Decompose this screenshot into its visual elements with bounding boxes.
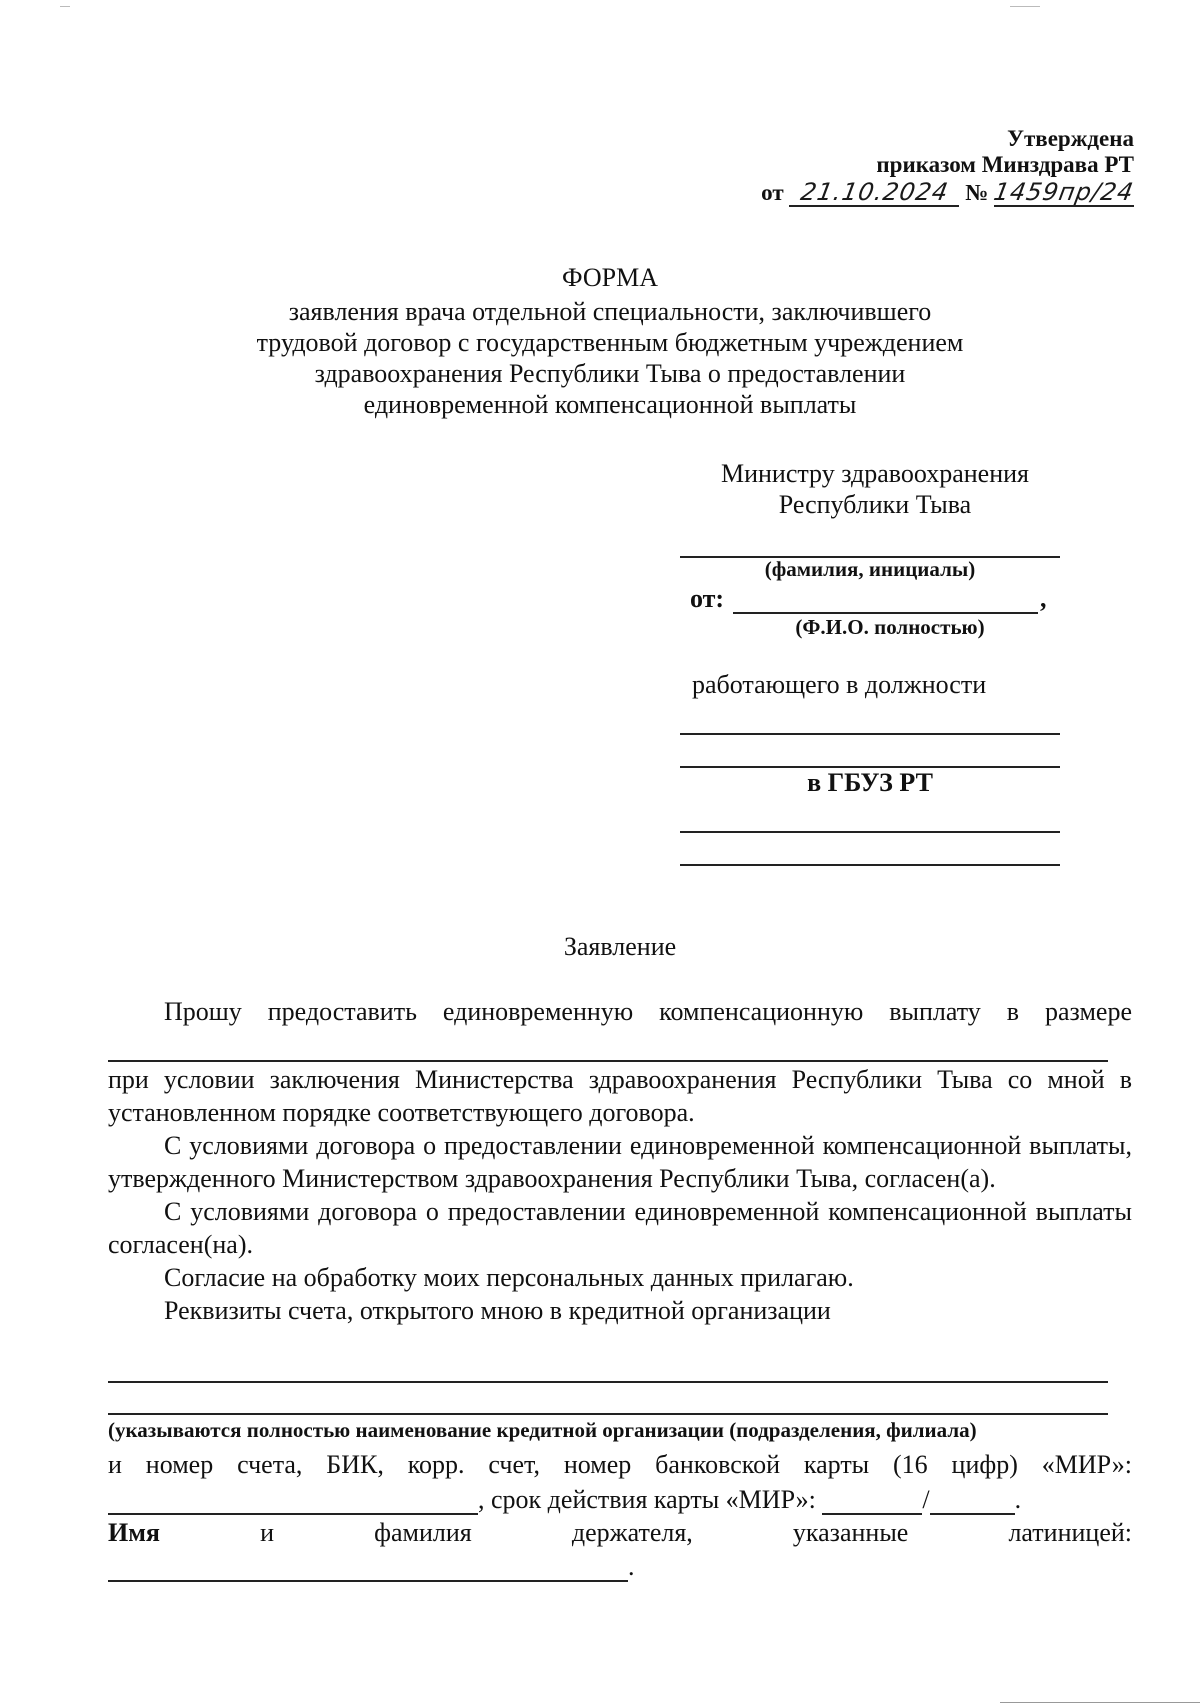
applicant-name-line[interactable] bbox=[733, 612, 1038, 614]
comma: , bbox=[1040, 584, 1047, 613]
expiry-label: , срок действия карты «МИР»: bbox=[478, 1485, 816, 1514]
title-main: ФОРМА bbox=[562, 263, 658, 292]
title-line: заявления врача отдельной специальности, заключившего bbox=[288, 297, 932, 326]
holder-word: держателя, bbox=[571, 1518, 693, 1547]
period: . bbox=[628, 1552, 635, 1581]
expiry-month-blank[interactable] bbox=[822, 1489, 922, 1515]
statement-title: Заявление bbox=[563, 932, 677, 961]
addressee-line-1: Министру здравоохранения bbox=[720, 459, 1030, 488]
approval-line-1: Утверждена bbox=[1007, 126, 1134, 151]
expiry-separator: / bbox=[922, 1485, 930, 1514]
institution-line-1[interactable] bbox=[680, 831, 1060, 833]
caption-full-name: (Ф.И.О. полностью) bbox=[795, 615, 985, 639]
holder-word: Имя bbox=[108, 1518, 160, 1547]
scan-artifact bbox=[1000, 1702, 1200, 1703]
holder-name-blank[interactable] bbox=[108, 1556, 628, 1582]
institution-line-2[interactable] bbox=[680, 864, 1060, 866]
holder-word: фамилия bbox=[374, 1518, 472, 1547]
para-6: Реквизиты счета, открытого мною в кредитной организации bbox=[164, 1296, 831, 1325]
addressee-block bbox=[685, 458, 1065, 520]
form-title bbox=[150, 262, 1070, 420]
bank-line-1[interactable] bbox=[108, 1381, 1108, 1383]
number-prefix: № bbox=[965, 180, 989, 205]
position-line-1[interactable] bbox=[680, 733, 1060, 735]
from-label: от: bbox=[690, 584, 725, 613]
approval-date-number bbox=[634, 178, 1137, 207]
approval-block bbox=[634, 126, 1137, 207]
para-2-line-2: установленном порядке соответствующего договора. bbox=[108, 1098, 695, 1127]
expiry-year-blank[interactable] bbox=[930, 1489, 1015, 1515]
addressee-line-2: Республики Тыва bbox=[778, 490, 972, 519]
para-2-line-1: при условии заключения Министерства здравоохранения Республики Тыва со мной в bbox=[108, 1065, 1132, 1094]
para-5: Согласие на обработку моих персональных данных прилагаю. bbox=[164, 1263, 854, 1292]
title-line: трудовой договор с государственным бюджетным учреждением bbox=[256, 328, 964, 357]
para-3: С условиями договора о предоставлении единовременной компенсационной выплаты, утвержденного Министерством здравоохранения Республики Тыва, согласен(а). bbox=[108, 1131, 1132, 1193]
date-field bbox=[789, 180, 959, 207]
bank-note: (указываются полностью наименование кредитной организации (подразделения, филиала) bbox=[108, 1418, 977, 1442]
holder-word: указанные bbox=[792, 1518, 909, 1547]
handwritten-number: 1459пр/24 bbox=[991, 178, 1137, 206]
bank-line-2[interactable] bbox=[108, 1413, 1108, 1415]
para-4: С условиями договора о предоставлении единовременной компенсационной выплаты согласен(на). bbox=[108, 1197, 1132, 1259]
amount-line[interactable] bbox=[108, 1060, 1108, 1062]
handwritten-date: 21.10.2024 bbox=[798, 178, 951, 206]
number-field bbox=[991, 178, 1137, 207]
institution-label: в ГБУЗ РТ bbox=[807, 768, 933, 797]
statement-para-1: Прошу предоставить единовременную компенсационную выплату в размере bbox=[164, 997, 1132, 1026]
card-line: и номер счета, БИК, корр. счет, номер банковской карты (16 цифр) «МИР»: bbox=[108, 1450, 1132, 1479]
scan-artifact bbox=[60, 6, 70, 7]
period: . bbox=[1014, 1485, 1022, 1514]
holder-word: и bbox=[260, 1518, 275, 1547]
statement-body bbox=[108, 1063, 1132, 1327]
holder-row bbox=[108, 1518, 1132, 1548]
scan-artifact bbox=[1010, 6, 1040, 7]
caption-initials: (фамилия, инициалы) bbox=[764, 557, 976, 581]
title-line: единовременной компенсационной выплаты bbox=[363, 390, 857, 419]
holder-word: латиницей: bbox=[1008, 1518, 1132, 1547]
title-line: здравоохранения Республики Тыва о предоставлении bbox=[314, 359, 906, 388]
date-prefix: от bbox=[761, 180, 784, 205]
working-label: работающего в должности bbox=[692, 670, 987, 699]
card-number-blank[interactable] bbox=[108, 1489, 478, 1515]
approval-line-2: приказом Минздрава РТ bbox=[876, 152, 1134, 177]
card-expiry-row bbox=[108, 1485, 1021, 1515]
holder-name-row bbox=[108, 1552, 635, 1582]
